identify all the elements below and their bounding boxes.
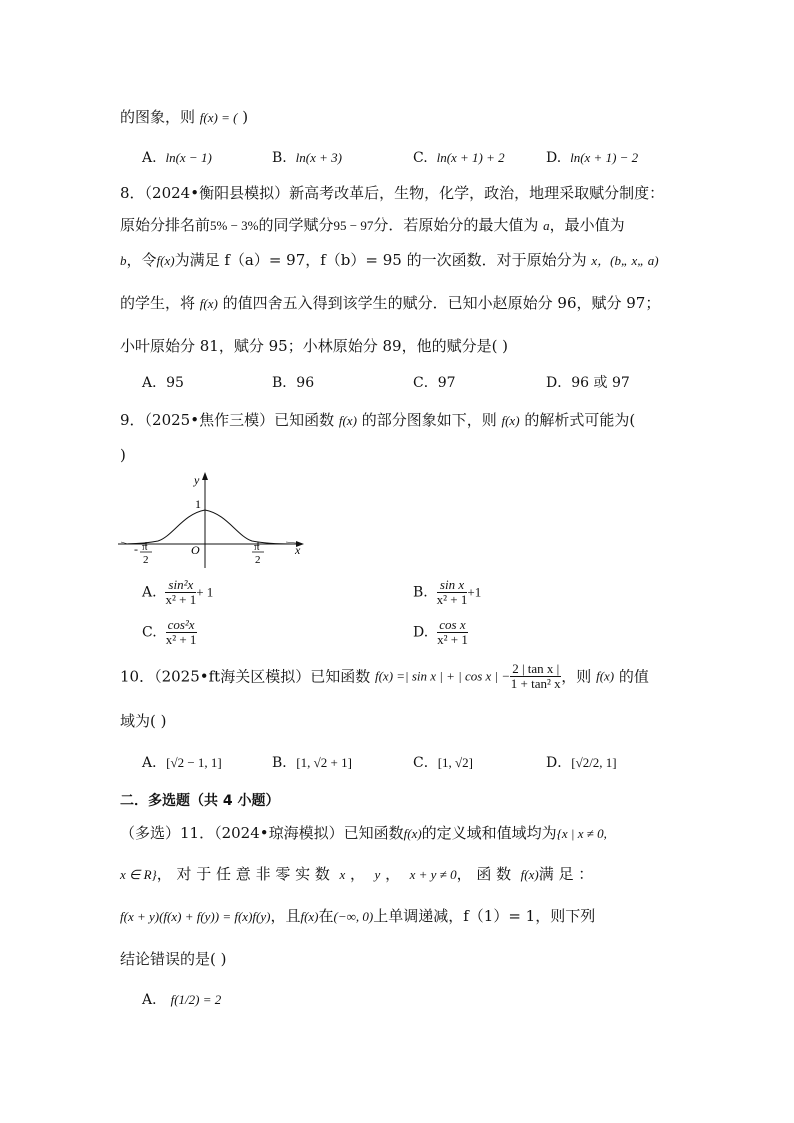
q10-line-1: 10．（2025•ft海关区模拟）已知函数 f(x) =| sin x | + | cos x | − $\frac{\text{2 | tan x |}}{\text{1 + tan² x}}$ ，则 f(x) 的值 bbox=[120, 661, 649, 691]
q7-option-c[interactable]: C. ln(x + 1) + 2 bbox=[413, 150, 505, 166]
neg-pi-label: π bbox=[142, 541, 148, 553]
q8-line-2: 原始分排名前5% − 3%的同学赋分95 − 97分．若原始分的最大值为 a，最小值为 bbox=[120, 216, 625, 234]
q8-line-1: 8．（2024•衡阳县模拟）新高考改革后，生物，化学，政治，地理采取赋分制度： bbox=[120, 184, 665, 202]
q8-option-c[interactable]: C．97 bbox=[413, 375, 456, 391]
pi-den: 2 bbox=[255, 554, 261, 566]
q7-option-a[interactable]: A. ln(x − 1) bbox=[142, 150, 212, 166]
q9-option-c[interactable]: C. $\frac{\text{cos²x}}{\text{x² + 1}}$ bbox=[142, 617, 197, 647]
q7-stem-tail: 的图象，则 f(x) = ( ) bbox=[120, 108, 249, 126]
q8-line-4: 的学生，将 f(x) 的值四舍五入得到该学生的赋分．已知小赵原始分 96，赋分 97； bbox=[120, 294, 661, 312]
q9-option-d[interactable]: D. $\frac{\text{cos x}}{\text{x² + 1}}$ bbox=[413, 617, 468, 647]
q9-option-a[interactable]: A. $\frac{\text{sin²x}}{\text{x² + 1}}$ + 1 bbox=[142, 577, 214, 607]
q9-line-1: 9．（2025•焦作三模）已知函数 f(x) 的部分图象如下，则 f(x) 的解析式可能为( bbox=[120, 411, 636, 429]
q8-option-b[interactable]: B．96 bbox=[272, 375, 315, 391]
q11-line-3: f(x + y)(f(x) + f(y)) = f(x)f(y)，且f(x)在(−∞, 0)上单调递减，f（1）= 1，则下列 bbox=[120, 907, 596, 925]
q11-option-a[interactable]: A． f(1/2) = 2 bbox=[142, 992, 222, 1008]
q9-function-graph bbox=[118, 470, 308, 570]
function-curve bbox=[118, 510, 298, 544]
x-axis-label: x bbox=[295, 543, 301, 557]
q10-option-c[interactable]: C．[1, √2] bbox=[413, 755, 474, 771]
q11-line-4: 结论错误的是( ) bbox=[120, 950, 227, 968]
y-one-label: 1 bbox=[195, 497, 201, 511]
q9-option-b[interactable]: B. $\frac{\text{sin x}}{\text{x² + 1}}$ +1 bbox=[413, 577, 482, 607]
origin-label: O bbox=[191, 543, 200, 557]
q10-line-2: 域为( ) bbox=[120, 712, 167, 730]
q10-option-b[interactable]: B．[1, √2 + 1] bbox=[272, 755, 352, 771]
q10-option-a[interactable]: A．[√2 − 1, 1] bbox=[142, 755, 222, 771]
q7-option-d[interactable]: D. ln(x + 1) − 2 bbox=[546, 150, 639, 166]
q10-option-d[interactable]: D．[√2/2, 1] bbox=[546, 755, 617, 771]
q8-option-a[interactable]: A．95 bbox=[142, 375, 184, 391]
y-axis-arrow bbox=[202, 472, 208, 480]
q9-line-2: ) bbox=[120, 446, 126, 464]
q8-line-3: b，令f(x)为满足 f（a）= 97，f（b）= 95 的一次函数．对于原始分为 x，(b„ x„ a) bbox=[120, 251, 659, 269]
y-axis-label: y bbox=[194, 473, 200, 487]
section-multi-choice-heading: 二．多选题（共 4 小题） bbox=[120, 793, 280, 809]
q8-option-d[interactable]: D．96 或 97 bbox=[546, 375, 630, 391]
q8-line-5: 小叶原始分 81，赋分 95；小林原始分 89，他的赋分是( ) bbox=[120, 337, 509, 355]
q7-option-b[interactable]: B. ln(x + 3) bbox=[272, 150, 342, 166]
neg-pi-den: 2 bbox=[143, 554, 149, 566]
pi-label: π bbox=[254, 541, 260, 553]
q11-line-1: （多选）11．（2024•琼海模拟）已知函数f(x)的定义域和值域均为{x | x ≠ 0, bbox=[120, 824, 607, 842]
q11-line-2: x ∈ R}， 对 于 任 意 非 零 实 数 x ， y ， x + y ≠ 0， 函 数 f(x)满 足 ： bbox=[120, 865, 594, 883]
neg-sign: - bbox=[134, 542, 138, 556]
